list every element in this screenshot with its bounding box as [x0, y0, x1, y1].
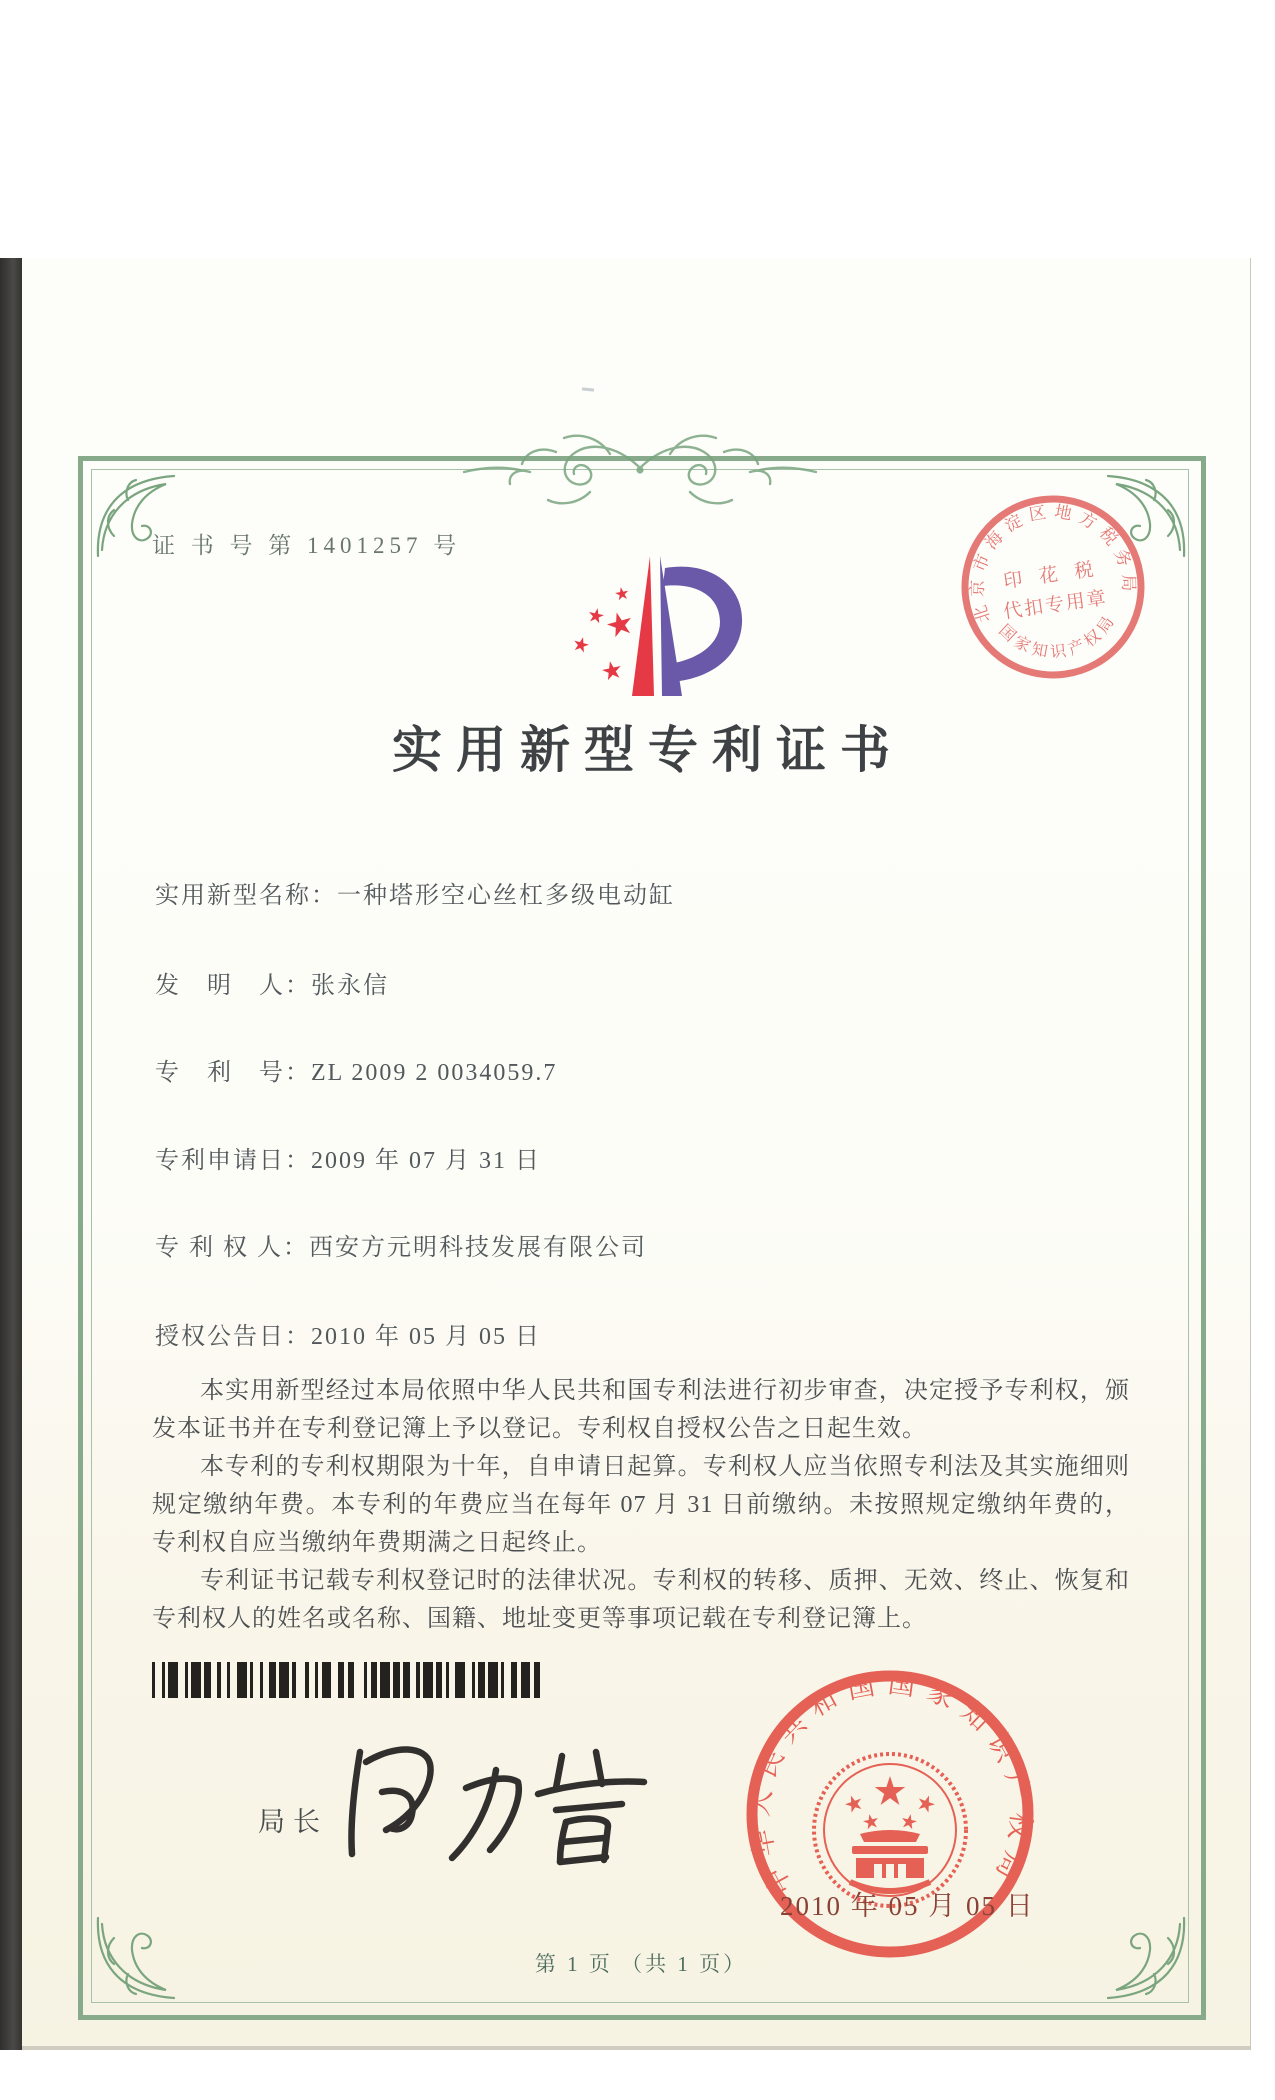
- page-number: 第 1 页 （共 1 页）: [534, 1952, 748, 1976]
- field-utility-model-name: [155, 875, 675, 910]
- paragraph-register: 专利证书记载专利权登记时的法律状况。专利权的转移、质押、无效、终止、恢复和专利权人的姓名或名称、国籍、地址变更等事项记载在专利登记簿上。: [152, 1568, 1130, 1632]
- tax-stamp-arc-bottom-text: 国家知识产权局: [995, 610, 1120, 662]
- barcode: [152, 1662, 544, 1698]
- field-grant-date: [155, 1316, 541, 1351]
- commissioner-signature: [330, 1730, 670, 1895]
- certificate-number: 证 书 号 第 1401257 号: [152, 533, 462, 558]
- logo-purple-bowl: [663, 567, 742, 682]
- certificate-title: 实用新型专利证书: [392, 722, 904, 778]
- field-value: 西安方元明科技发展有限公司: [309, 1235, 647, 1261]
- field-value: 一种塔形空心丝杠多级电动缸: [337, 883, 675, 909]
- field-value: 2010 年 05 月 05 日: [311, 1324, 541, 1350]
- commissioner-label: 局长: [258, 1807, 328, 1837]
- field-patentee: [155, 1227, 647, 1262]
- scan-left-dark-bar: [0, 258, 22, 2050]
- field-label: 实用新型名称：: [155, 883, 337, 909]
- field-inventor: [155, 965, 389, 1000]
- paragraph-term-fees: 本专利的专利权期限为十年，自申请日起算。专利权人应当依照专利法及其实施细则规定缴纳年费。本专利的年费应当在每年 07 月 31 日前缴纳。未按照规定缴纳年费的，专利权自应当缴纳年费期满之日起终止。: [152, 1454, 1130, 1556]
- field-value: ZL 2009 2 0034059.7: [311, 1060, 558, 1086]
- legal-text-block: [152, 1372, 1130, 1638]
- seal-date: 2010 年 05 月 05 日: [780, 1891, 1035, 1921]
- field-label: 发 明 人：: [155, 973, 311, 999]
- field-value: 张永信: [311, 973, 389, 999]
- field-label: 专 利 权 人：: [155, 1235, 309, 1261]
- seal-arc-text: 中华人民共和国国家知识产权局: [743, 1668, 1037, 1901]
- field-filing-date: [155, 1140, 541, 1175]
- paragraph-grant: 本实用新型经过本局依照中华人民共和国专利法进行初步审查，决定授予专利权，颁发本证书并在专利登记簿上予以登记。专利权自授权公告之日起生效。: [152, 1378, 1130, 1442]
- field-label: 专利申请日：: [155, 1148, 311, 1174]
- scan-bottom-shadow: [22, 2046, 1250, 2050]
- patent-office-logo: [548, 538, 753, 698]
- field-value: 2009 年 07 月 31 日: [311, 1148, 541, 1174]
- tax-stamp-line1: 印 花 税: [1002, 558, 1101, 593]
- top-scroll-ornament: [460, 408, 820, 513]
- logo-red-spike: [632, 556, 654, 696]
- field-label: 授权公告日：: [155, 1324, 311, 1350]
- tax-stamp: [940, 474, 1166, 700]
- field-label: 专 利 号：: [155, 1060, 311, 1086]
- tax-stamp-arc-top-text: 北京市海淀区地方税务局: [967, 501, 1139, 625]
- tax-stamp-line2: 代扣专用章: [1002, 587, 1110, 624]
- logo-stars: [572, 586, 635, 681]
- field-patent-number: [155, 1052, 557, 1087]
